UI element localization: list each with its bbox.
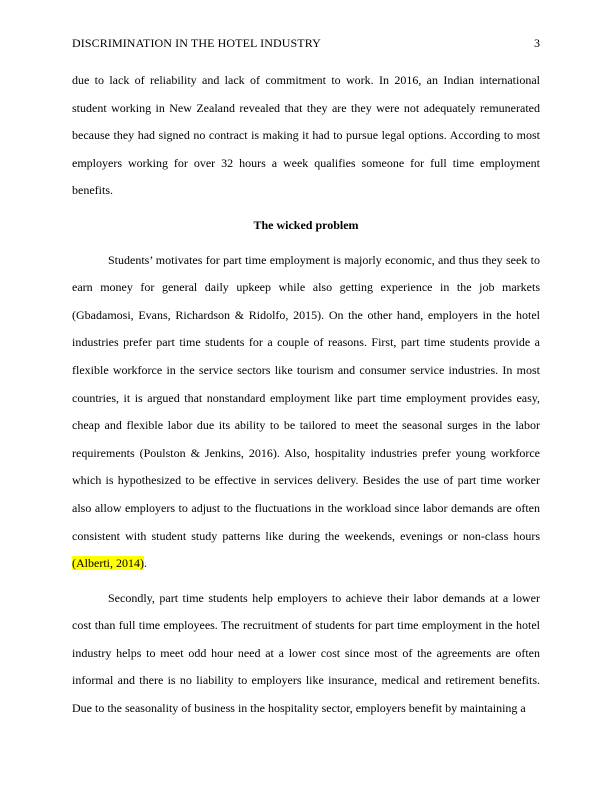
paragraph-wicked-problem (72, 247, 540, 578)
section-heading: The wicked problem (253, 217, 359, 232)
page-number: 3 (534, 36, 540, 50)
paragraph-continuation: due to lack of reliability and lack of commitment to work. In 2016, an Indian international student working in New Zealand revealed that they are they were not adequately remunerated because they had signed no contract is making it had to pursue legal options. According to most employers working for over 32 hours a week qualifies someone for full time employment benefits. (72, 73, 540, 198)
paragraph-end: . (143, 556, 147, 571)
running-head: DISCRIMINATION IN THE HOTEL INDUSTRY (72, 36, 321, 50)
spacer (72, 578, 540, 585)
body-text (72, 67, 540, 723)
spacer (72, 205, 540, 212)
paragraph-text: Students’ motivates for part time employment is majorly economic, and thus they seek to earn money for general daily upkeep while also getting experience in the job markets (Gbadamosi, Evans, Richardson & Ridolfo, 2015). On the other hand, employers in the hotel industries prefer part time students for a couple of reasons. First, part time students provide a flexible workforce in the service sectors like tourism and consumer service industries. In most countries, it is argued that nonstandard employment like part time employment provides easy, cheap and flexible labor due its ability to be tailored to meet the seasonal surges in the labor requirements (Poulston & Jenkins, 2016). Also, hospitality industries prefer young workforce which is hypothesized to be effective in services delivery. Besides the use of part time worker also allow employers to adjust to the fluctuations in the workload since labor demands are often consistent with student study patterns like during the weekends, evenings or non-class hours (72, 252, 540, 543)
highlighted-citation: (Alberti, 2014) (72, 556, 144, 571)
paragraph-secondly: Secondly, part time students help employers to achieve their labor demands at a lower cost than full time employees. The recruitment of students for part time employment in the hotel industry helps to meet odd hour need at a lower cost since most of the agreements are often informal and there is no liability to employers like insurance, medical and retirement benefits. Due to the seasonality of business in the hospitality sector, employers benefit by maintaining a (72, 590, 540, 716)
spacer (72, 240, 540, 247)
